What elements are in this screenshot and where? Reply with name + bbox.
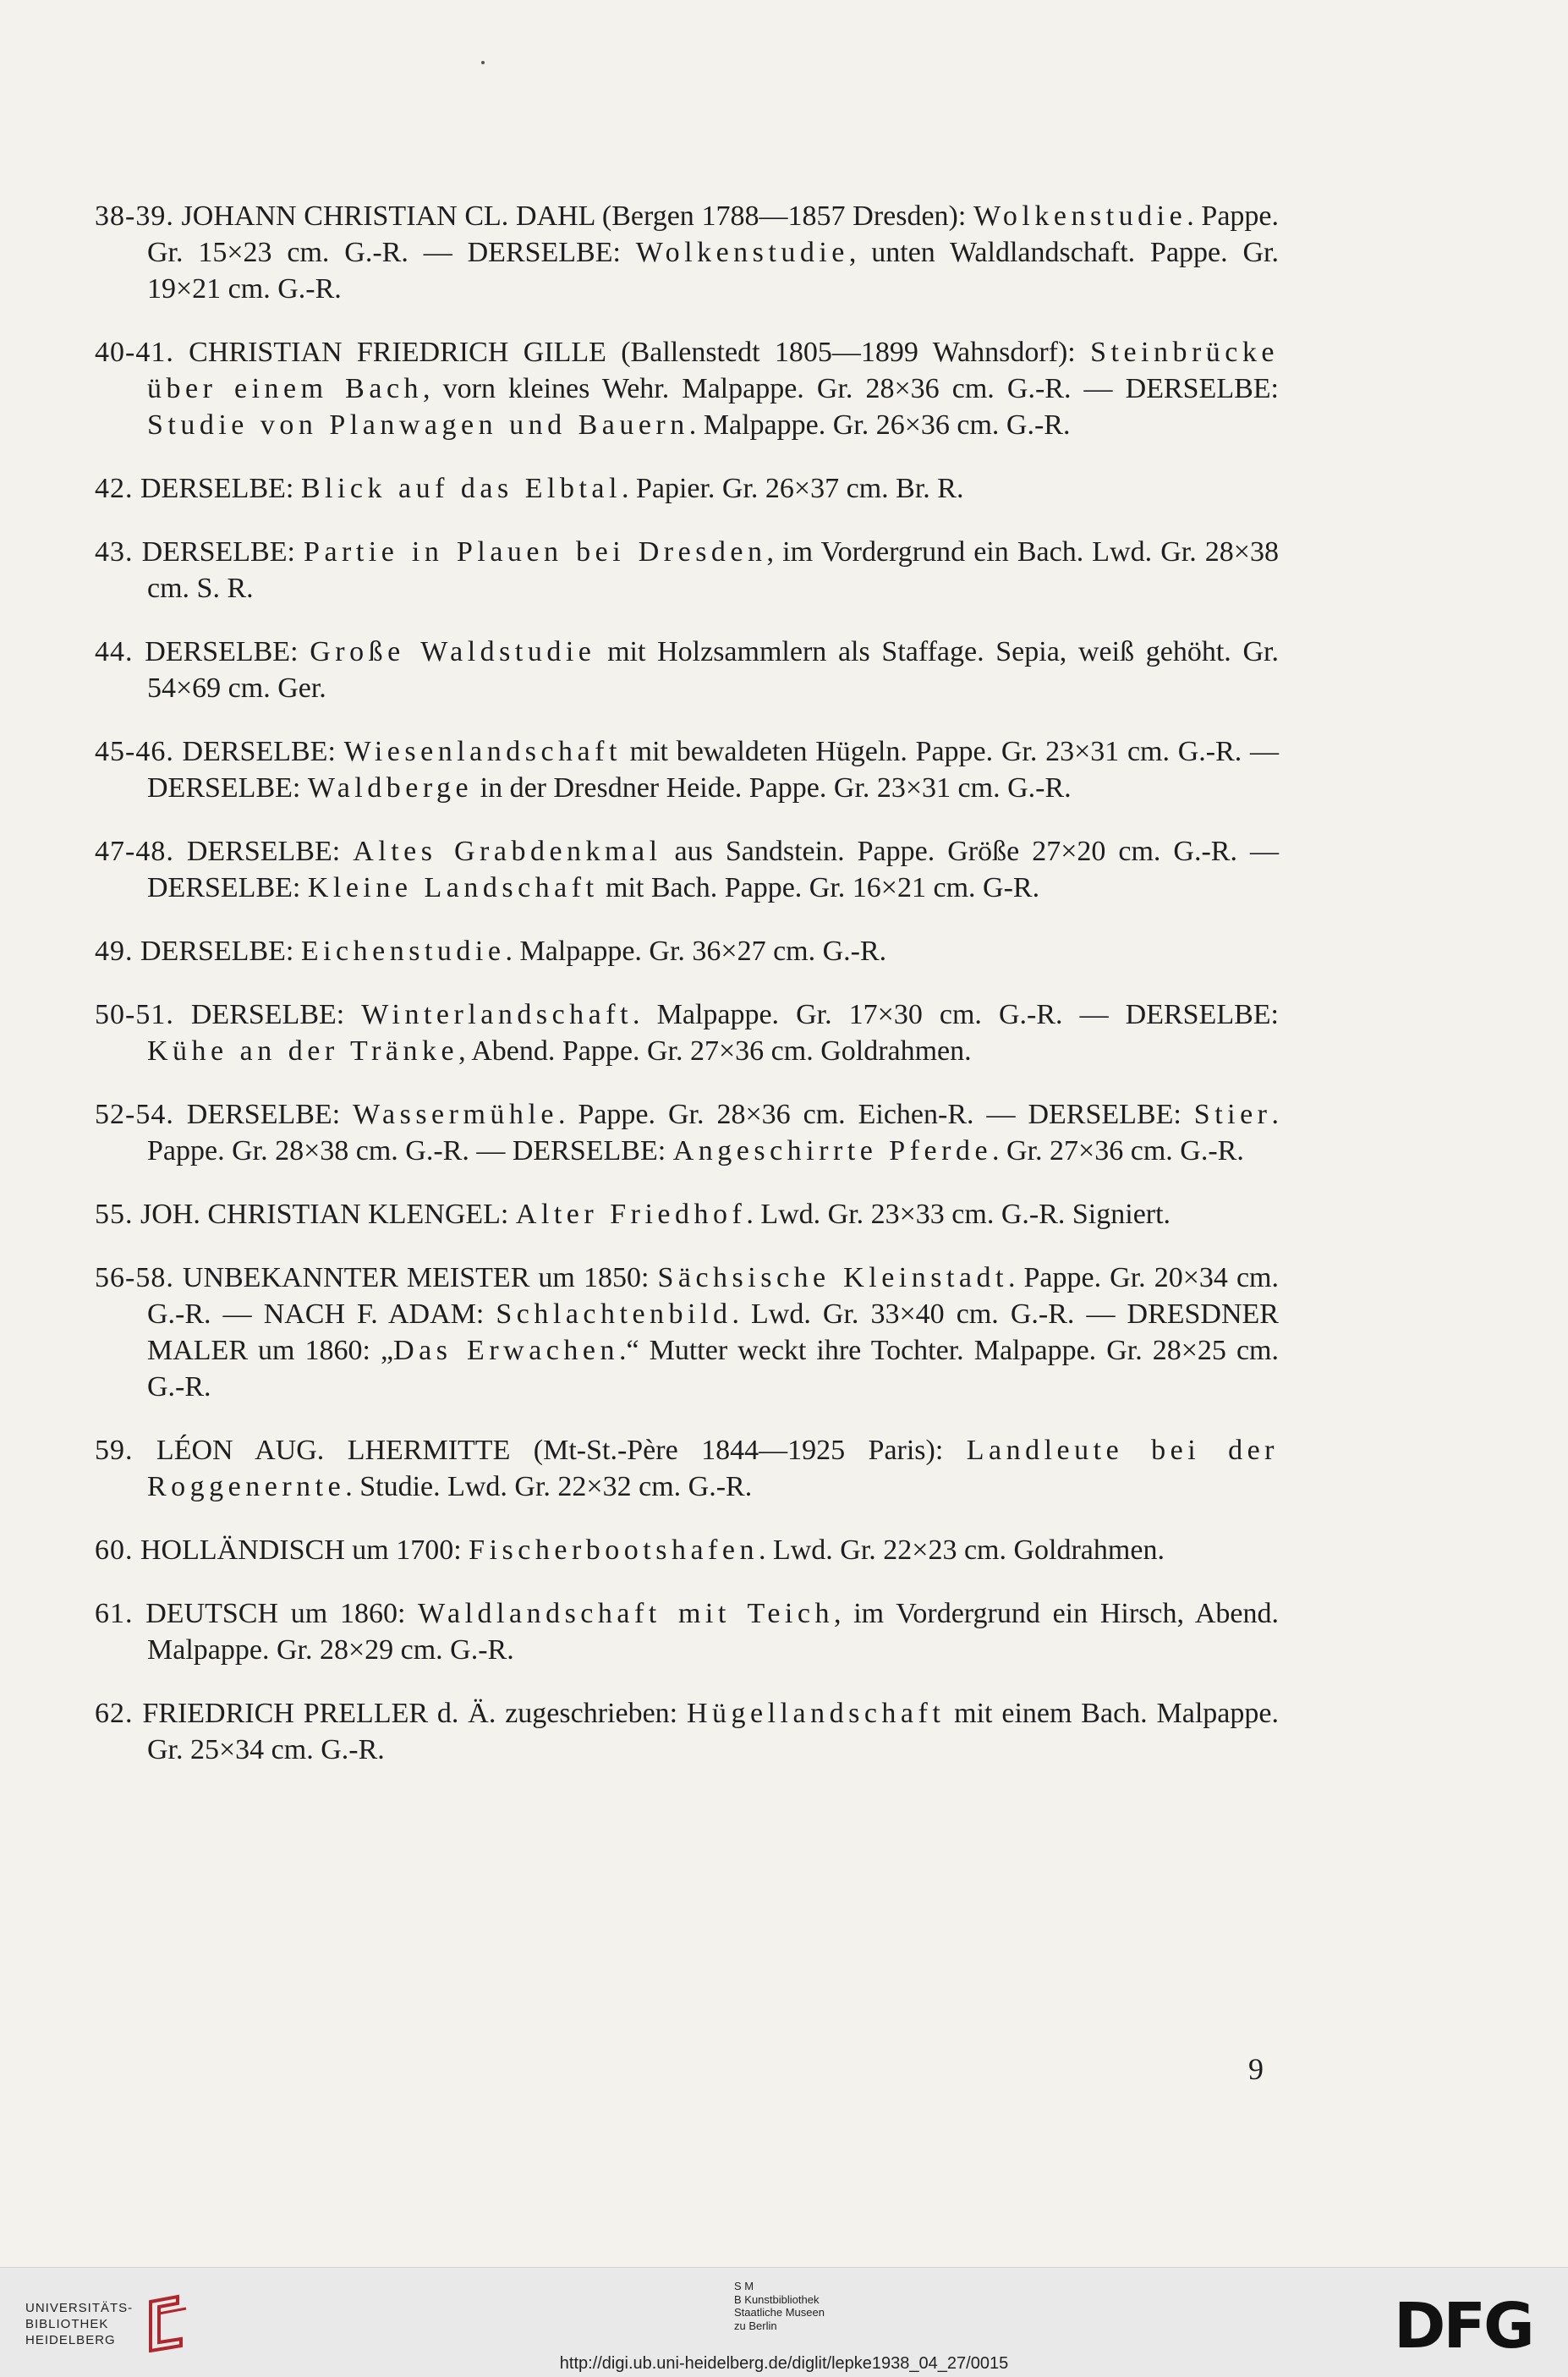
- artwork-title: Blick auf das Elbtal: [300, 473, 622, 504]
- entry-text: DERSELBE:: [173, 999, 362, 1030]
- entry-number: 52-54.: [95, 1099, 174, 1130]
- artwork-title: Winterlandschaft: [361, 999, 633, 1030]
- catalogue-entry: [95, 1695, 1279, 1768]
- catalogue-entry: [95, 733, 1279, 806]
- document-url[interactable]: http://digi.ub.uni-heidelberg.de/diglit/lepke1938_04_27/0015: [559, 2354, 1009, 2373]
- entry-text: CHRISTIAN FRIEDRICH GILLE (Ballenstedt 1805—1899 Wahnsdorf):: [173, 337, 1091, 368]
- entry-text: HOLLÄNDISCH um 1700:: [133, 1534, 469, 1566]
- entry-text: mit einem Bach. Malpappe. Gr. 25×34 cm. G.-R.: [147, 1698, 1279, 1765]
- entry-text: , unten Waldlandschaft. Pappe. Gr. 19×21 cm. G.-R.: [147, 237, 1279, 305]
- entry-number: 47-48.: [95, 836, 174, 867]
- artwork-title: Wiesenlandschaft: [343, 736, 622, 767]
- artwork-title: Fischerbootshafen: [469, 1534, 759, 1566]
- entry-text: DERSELBE:: [173, 736, 344, 767]
- entry-number: 45-46.: [95, 736, 174, 767]
- entry-text: FRIEDRICH PRELLER d. Ä. zugeschrieben:: [133, 1698, 687, 1729]
- dfg-logo[interactable]: DFG: [1394, 2290, 1532, 2363]
- catalogue-entry: [95, 996, 1279, 1069]
- artwork-title: Hügellandschaft: [686, 1698, 946, 1729]
- artwork-title: Alter Friedhof: [515, 1199, 747, 1230]
- artwork-title: Wolkenstudie: [973, 200, 1187, 232]
- entry-text: DERSELBE:: [133, 473, 301, 504]
- catalogue-entry: [95, 1096, 1279, 1169]
- entry-text: . Lwd. Gr. 22×23 cm. Goldrahmen.: [758, 1534, 1165, 1566]
- entry-text: mit Bach. Pappe. Gr. 16×21 cm. G-R.: [598, 872, 1040, 903]
- page-speck: [481, 61, 485, 64]
- artwork-title: Studie von Planwagen und Bauern: [147, 409, 689, 441]
- entry-text: . Lwd. Gr. 33×40 cm. G.-R. — DRESDNER MALER um 1860: „: [147, 1298, 1279, 1366]
- artwork-title: Wolkenstudie: [635, 237, 849, 268]
- artwork-title: Kleine Landschaft: [307, 872, 599, 903]
- entry-text: mit Holzsammlern als Staffage. Sepia, weiß gehöht. Gr. 54×69 cm. Ger.: [147, 636, 1279, 704]
- entry-text: DERSELBE:: [133, 536, 304, 568]
- university-library-logo[interactable]: [25, 2300, 133, 2348]
- catalogue-entry: [95, 1595, 1279, 1668]
- entry-text: . Malpappe. Gr. 17×30 cm. G.-R. — DERSELBE:: [633, 999, 1279, 1030]
- entry-text: . Malpappe. Gr. 36×27 cm. G.-R.: [505, 936, 887, 967]
- entry-text: . Gr. 27×36 cm. G.-R.: [992, 1135, 1244, 1167]
- entry-number: 60.: [95, 1534, 134, 1566]
- entry-text: JOHANN CHRISTIAN CL. DAHL (Bergen 1788—1857 Dresden):: [173, 200, 974, 232]
- catalogue-entry: [95, 470, 1279, 507]
- entry-text: . Pappe. Gr. 15×23 cm. G.-R. — DERSELBE:: [147, 200, 1280, 268]
- artwork-title: Altes Grabdenkmal: [353, 836, 662, 867]
- entry-text: . Papier. Gr. 26×37 cm. Br. R.: [621, 473, 964, 504]
- entry-text: .“ Mutter weckt ihre Tochter. Malpappe. Gr. 28×25 cm. G.-R.: [147, 1335, 1280, 1403]
- entry-text: DEUTSCH um 1860:: [133, 1598, 419, 1629]
- artwork-title: Schlachtenbild: [496, 1298, 732, 1330]
- entry-text: . Lwd. Gr. 23×33 cm. G.-R. Signiert.: [746, 1199, 1171, 1230]
- kunstbibliothek-logo[interactable]: [734, 2280, 825, 2332]
- entry-text: . Pappe. Gr. 28×38 cm. G.-R. — DERSELBE:: [147, 1099, 1279, 1167]
- entry-number: 44.: [95, 636, 134, 667]
- entry-number: 49.: [95, 936, 134, 967]
- entry-number: 56-58.: [95, 1262, 174, 1293]
- artwork-title: Kühe an der Tränke: [147, 1035, 459, 1067]
- artwork-title: Sächsische Kleinstadt: [657, 1262, 1008, 1293]
- entry-text: . Pappe. Gr. 20×34 cm. G.-R. — NACH F. ADAM:: [147, 1262, 1279, 1330]
- entry-text: DERSELBE:: [173, 836, 354, 867]
- entry-text: , vorn kleines Wehr. Malpappe. Gr. 28×36 cm. G.-R. — DERSELBE:: [423, 373, 1279, 404]
- entry-text: LÉON AUG. LHERMITTE (Mt-St.-Père 1844—1925 Paris):: [133, 1435, 967, 1466]
- artwork-title: Steinbrücke über einem Bach: [147, 337, 1279, 404]
- entry-number: 40-41.: [95, 337, 174, 368]
- catalogue-entry: [95, 334, 1279, 443]
- catalogue-entry: [95, 1196, 1279, 1232]
- entry-number: 38-39.: [95, 200, 174, 232]
- page-number: 9: [1248, 2052, 1264, 2086]
- library-logo-line: Staatliche Museen: [734, 2306, 825, 2319]
- artwork-title: Stier: [1193, 1099, 1272, 1130]
- entry-number: 43.: [95, 536, 134, 568]
- artwork-title: Waldlandschaft mit Teich: [418, 1598, 834, 1629]
- catalogue-entry: [95, 933, 1279, 969]
- entry-text: aus Sandstein. Pappe. Größe 27×20 cm. G.-R. — DERSELBE:: [147, 836, 1279, 903]
- library-logo-line: S M: [734, 2280, 754, 2292]
- artwork-title: Landleute bei der Roggenernte: [147, 1435, 1279, 1502]
- artwork-title: Waldberge: [307, 772, 474, 804]
- catalogue-entry: [95, 534, 1279, 607]
- entry-number: 55.: [95, 1199, 134, 1230]
- university-logo-line: UNIVERSITÄTS-: [25, 2301, 134, 2315]
- entry-text: UNBEKANNTER MEISTER um 1850:: [173, 1262, 658, 1293]
- entry-text: . Studie. Lwd. Gr. 22×32 cm. G.-R.: [345, 1471, 753, 1502]
- catalogue-entry: [95, 634, 1279, 706]
- catalogue-entry: [95, 1260, 1279, 1405]
- entry-number: 62.: [95, 1698, 134, 1729]
- catalogue-entry: [95, 1432, 1279, 1505]
- artwork-title: Angeschirrte Pferde: [672, 1135, 993, 1167]
- entry-number: 59.: [95, 1435, 134, 1466]
- catalogue-entry: [95, 198, 1279, 307]
- entry-number: 61.: [95, 1598, 134, 1629]
- entry-text: , im Vordergrund ein Hirsch, Abend. Malpappe. Gr. 28×29 cm. G.-R.: [147, 1598, 1279, 1666]
- catalogue-entries: [95, 198, 1279, 1795]
- library-logo-line: B Kunstbibliothek: [734, 2292, 820, 2306]
- entry-text: DERSELBE:: [173, 1099, 354, 1130]
- catalogue-entry: [95, 833, 1279, 906]
- entry-number: 50-51.: [95, 999, 174, 1030]
- entry-text: mit bewaldeten Hügeln. Pappe. Gr. 23×31 cm. G.-R. — DERSELBE:: [147, 736, 1279, 804]
- artwork-title: Das Erwachen: [393, 1335, 619, 1366]
- artwork-title: Eichenstudie: [300, 936, 506, 967]
- entry-text: in der Dresdner Heide. Pappe. Gr. 23×31 cm. G.-R.: [473, 772, 1072, 804]
- university-logo-line: BIBLIOTHEK: [25, 2317, 109, 2331]
- entry-text: , Abend. Pappe. Gr. 27×36 cm. Goldrahmen.: [458, 1035, 972, 1067]
- library-logo-line: zu Berlin: [734, 2319, 777, 2332]
- catalogue-entry: [95, 1532, 1279, 1568]
- entry-text: DERSELBE:: [133, 636, 310, 667]
- entry-text: JOH. CHRISTIAN KLENGEL:: [133, 1199, 516, 1230]
- entry-text: . Pappe. Gr. 28×36 cm. Eichen-R. — DERSELBE:: [557, 1099, 1194, 1130]
- university-logo-line: HEIDELBERG: [25, 2333, 116, 2347]
- viewer-footer: [0, 2267, 1568, 2377]
- artwork-title: Wassermühle: [353, 1099, 558, 1130]
- entry-text: DERSELBE:: [133, 936, 301, 967]
- entry-text: , im Vordergrund ein Bach. Lwd. Gr. 28×38 cm. S. R.: [147, 536, 1279, 604]
- artwork-title: Partie in Plauen bei Dresden: [304, 536, 767, 568]
- artwork-title: Große Waldstudie: [310, 636, 596, 667]
- entry-text: . Malpappe. Gr. 26×36 cm. G.-R.: [688, 409, 1071, 441]
- entry-number: 42.: [95, 473, 134, 504]
- university-emblem-icon: [144, 2293, 191, 2352]
